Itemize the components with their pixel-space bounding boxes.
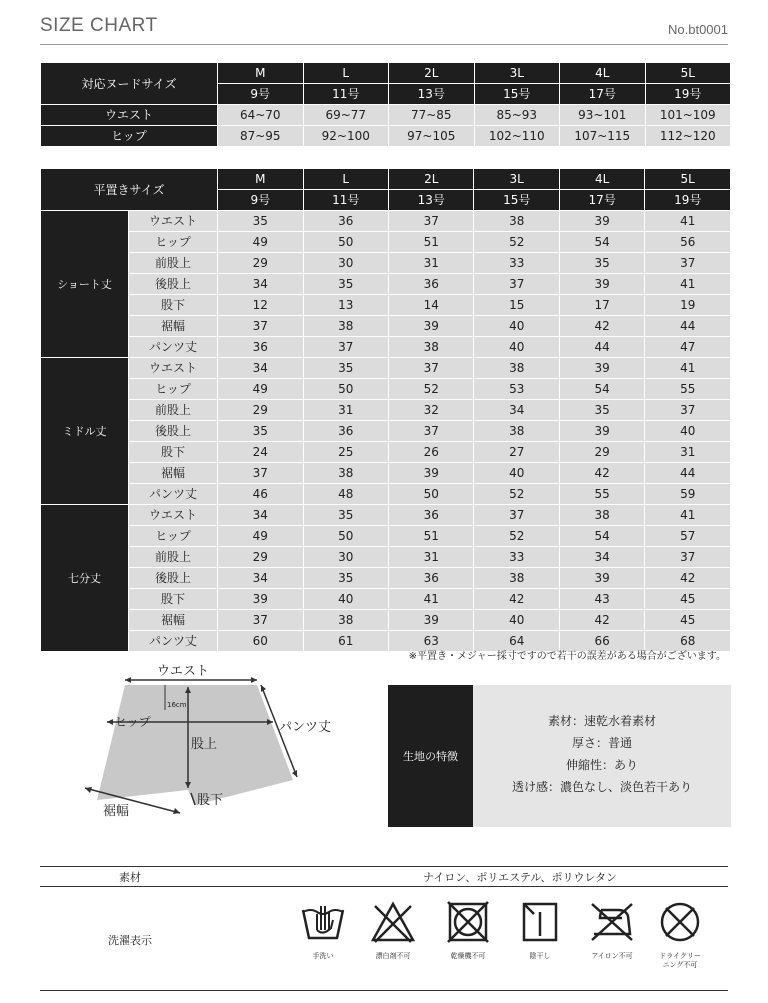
no-dry-clean-icon (655, 900, 705, 970)
rise-label: 股上 (191, 737, 218, 752)
table-cell: 35 (303, 505, 388, 526)
table-cell: 42 (559, 463, 644, 484)
gou-19: 19号 (645, 84, 731, 105)
row-label: パンツ丈 (129, 484, 218, 505)
row-label: ヒップ (129, 526, 218, 547)
hip-offset-label: 16cm (167, 701, 187, 709)
table-cell: 93~101 (560, 105, 646, 126)
table-cell: 68 (645, 631, 731, 652)
row-label: 裾幅 (129, 463, 218, 484)
table-cell: 49 (218, 232, 303, 253)
table-cell: 39 (388, 610, 473, 631)
table-row (41, 400, 731, 421)
table-cell: 37 (474, 505, 559, 526)
table-cell: 52 (474, 232, 559, 253)
table-cell: 39 (559, 211, 644, 232)
table-cell: 33 (474, 253, 559, 274)
feature-item: 素材：速乾水着素材 (547, 714, 656, 728)
table-cell: 56 (645, 232, 731, 253)
table-cell: 38 (474, 211, 559, 232)
table-cell: 15 (474, 295, 559, 316)
nude-size-table (40, 62, 731, 147)
fabric-features-label: 生地の特徴 (388, 685, 473, 827)
table-cell: 32 (388, 400, 473, 421)
table-cell: 29 (218, 400, 303, 421)
table-cell: 37 (218, 610, 303, 631)
table-cell: 40 (303, 589, 388, 610)
divider (40, 886, 728, 887)
table-cell: 37 (303, 337, 388, 358)
table-cell: 34 (218, 505, 303, 526)
table-cell: 42 (645, 568, 731, 589)
size-3l: 3L (474, 63, 560, 84)
size-2l: 2L (388, 169, 473, 190)
row-label: ヒップ (129, 379, 218, 400)
table-cell: 35 (303, 568, 388, 589)
table-cell: 57 (645, 526, 731, 547)
table-row (41, 526, 731, 547)
table-cell: 77~85 (389, 105, 475, 126)
table-cell: 54 (559, 526, 644, 547)
table-cell: 40 (474, 316, 559, 337)
table-cell: 50 (388, 484, 473, 505)
table-cell: 33 (474, 547, 559, 568)
table-cell: 35 (218, 421, 303, 442)
table-cell: 52 (474, 526, 559, 547)
table-cell: 85~93 (474, 105, 560, 126)
table-cell: 60 (218, 631, 303, 652)
table-cell: 40 (474, 463, 559, 484)
size-l: L (303, 169, 388, 190)
care-caption: アイロン不可 (591, 952, 633, 960)
table-cell: 64~70 (218, 105, 304, 126)
table-row (41, 442, 731, 463)
row-label: 股下 (129, 295, 218, 316)
table-cell: 38 (559, 505, 644, 526)
table-cell: 44 (645, 316, 731, 337)
table-cell: 35 (303, 274, 388, 295)
row-label: 後股上 (129, 568, 218, 589)
gou-15: 15号 (474, 84, 560, 105)
table-cell: 24 (218, 442, 303, 463)
table-cell: 41 (645, 358, 731, 379)
care-caption: 乾燥機不可 (450, 952, 486, 960)
row-label: 裾幅 (129, 316, 218, 337)
table-cell: 66 (559, 631, 644, 652)
gou-17: 17号 (559, 190, 644, 211)
no-tumble-dry-icon (443, 900, 493, 961)
table-cell: 14 (388, 295, 473, 316)
table-cell: 39 (559, 421, 644, 442)
table-cell: 39 (388, 463, 473, 484)
table-cell: 107~115 (560, 126, 646, 147)
table-cell: 35 (559, 400, 644, 421)
length-group-label: ミドル丈 (41, 358, 129, 505)
size-m: M (218, 63, 304, 84)
table-row (41, 316, 731, 337)
care-caption: 手洗い (312, 952, 334, 960)
table-cell: 41 (645, 505, 731, 526)
table-cell: 37 (645, 253, 731, 274)
material-value: ナイロン、ポリエステル、ポリウレタン (422, 871, 618, 884)
table-cell: 37 (474, 274, 559, 295)
gou-11: 11号 (303, 84, 389, 105)
flat-size-header: 平置きサイズ (41, 169, 218, 211)
table-cell: 36 (388, 505, 473, 526)
table-cell: 35 (559, 253, 644, 274)
feature-item: 厚さ：普通 (571, 736, 632, 750)
washing-label: 洗濯表示 (108, 934, 152, 947)
table-cell: 37 (388, 358, 473, 379)
table-row (41, 274, 731, 295)
table-cell: 31 (303, 400, 388, 421)
table-cell: 44 (559, 337, 644, 358)
row-label: ヒップ (129, 232, 218, 253)
table-row (41, 463, 731, 484)
table-row (41, 379, 731, 400)
table-cell: 54 (559, 232, 644, 253)
product-number: No.bt0001 (668, 22, 728, 37)
table-cell: 45 (645, 610, 731, 631)
shorts-diagram (75, 655, 335, 830)
table-cell: 47 (645, 337, 731, 358)
table-cell: 34 (218, 274, 303, 295)
table-row (41, 105, 731, 126)
gou-15: 15号 (474, 190, 559, 211)
table-cell: 38 (474, 358, 559, 379)
table-row (41, 295, 731, 316)
table-cell: 17 (559, 295, 644, 316)
nude-size-header: 対応ヌードサイズ (41, 63, 218, 105)
table-cell: 87~95 (218, 126, 304, 147)
table-row (41, 505, 731, 526)
table-cell: 35 (303, 358, 388, 379)
table-cell: 101~109 (645, 105, 731, 126)
table-cell: 51 (388, 526, 473, 547)
page-title: SIZE CHART (40, 15, 158, 36)
gou-19: 19号 (645, 190, 731, 211)
table-cell: 38 (474, 421, 559, 442)
fabric-features-list (473, 710, 731, 798)
measurement-note: ※平置き・メジャー採寸ですので若干の誤差がある場合がございます。 (408, 651, 726, 662)
table-row (41, 568, 731, 589)
table-cell: 51 (388, 232, 473, 253)
length-group-label: 七分丈 (41, 505, 129, 652)
table-cell: 40 (645, 421, 731, 442)
table-cell: 39 (218, 589, 303, 610)
row-label: ウエスト (129, 358, 218, 379)
hem-label: 裾幅 (103, 804, 130, 819)
table-cell: 36 (388, 274, 473, 295)
table-row (41, 589, 731, 610)
table-cell: 54 (559, 379, 644, 400)
divider (40, 990, 728, 991)
table-cell: 46 (218, 484, 303, 505)
table-row (41, 211, 731, 232)
no-iron-icon (587, 900, 637, 961)
table-cell: 39 (559, 274, 644, 295)
row-label: ウエスト (129, 505, 218, 526)
table-cell: 102~110 (474, 126, 560, 147)
row-label: 後股上 (129, 421, 218, 442)
size-l: L (303, 63, 389, 84)
table-cell: 34 (559, 547, 644, 568)
table-cell: 50 (303, 379, 388, 400)
gou-9: 9号 (218, 84, 304, 105)
table-cell: 48 (303, 484, 388, 505)
table-cell: 52 (474, 484, 559, 505)
care-caption: 陰干し (529, 952, 551, 960)
table-cell: 40 (474, 610, 559, 631)
gou-13: 13号 (388, 190, 473, 211)
table-cell: 29 (559, 442, 644, 463)
feature-item: 透け感：濃色なし、淡色若干あり (511, 780, 692, 794)
table-cell: 53 (474, 379, 559, 400)
table-cell: 34 (218, 568, 303, 589)
size-2l: 2L (389, 63, 475, 84)
table-cell: 36 (388, 568, 473, 589)
hand-wash-icon (298, 900, 348, 961)
table-cell: 36 (303, 211, 388, 232)
table-cell: 30 (303, 547, 388, 568)
size-4l: 4L (559, 169, 644, 190)
table-cell: 31 (388, 547, 473, 568)
size-5l: 5L (645, 63, 731, 84)
table-cell: 43 (559, 589, 644, 610)
row-label: パンツ丈 (129, 337, 218, 358)
row-label: 前股上 (129, 253, 218, 274)
table-cell: 25 (303, 442, 388, 463)
row-label: ヒップ (41, 126, 218, 147)
table-cell: 69~77 (303, 105, 389, 126)
size-4l: 4L (560, 63, 646, 84)
table-cell: 26 (388, 442, 473, 463)
table-cell: 55 (559, 484, 644, 505)
table-cell: 50 (303, 526, 388, 547)
table-row (41, 547, 731, 568)
row-label: 後股上 (129, 274, 218, 295)
gou-17: 17号 (560, 84, 646, 105)
table-cell: 38 (303, 610, 388, 631)
table-cell: 38 (474, 568, 559, 589)
care-caption: 漂白剤不可 (375, 952, 411, 960)
table-cell: 39 (559, 568, 644, 589)
length-group-label: ショート丈 (41, 211, 129, 358)
feature-item: 伸縮性：あり (565, 758, 638, 772)
table-cell: 34 (474, 400, 559, 421)
table-cell: 97~105 (389, 126, 475, 147)
hip-label: ヒップ (115, 715, 151, 729)
inseam-label: 股下 (197, 793, 224, 808)
table-cell: 35 (218, 211, 303, 232)
table-cell: 29 (218, 253, 303, 274)
row-label: ウエスト (129, 211, 218, 232)
table-cell: 63 (388, 631, 473, 652)
row-label: 股下 (129, 589, 218, 610)
table-cell: 39 (559, 358, 644, 379)
table-cell: 12 (218, 295, 303, 316)
divider (40, 866, 728, 867)
table-cell: 61 (303, 631, 388, 652)
table-cell: 31 (388, 253, 473, 274)
row-label: ウエスト (41, 105, 218, 126)
table-cell: 37 (388, 211, 473, 232)
table-cell: 55 (645, 379, 731, 400)
row-label: 裾幅 (129, 610, 218, 631)
table-row (41, 421, 731, 442)
table-cell: 42 (474, 589, 559, 610)
table-cell: 41 (388, 589, 473, 610)
row-label: パンツ丈 (129, 631, 218, 652)
table-cell: 92~100 (303, 126, 389, 147)
table-cell: 112~120 (645, 126, 731, 147)
table-row (41, 358, 731, 379)
table-cell: 13 (303, 295, 388, 316)
table-cell: 36 (218, 337, 303, 358)
table-cell: 52 (388, 379, 473, 400)
table-cell: 37 (218, 463, 303, 484)
table-cell: 34 (218, 358, 303, 379)
table-cell: 42 (559, 610, 644, 631)
table-cell: 45 (645, 589, 731, 610)
table-cell: 38 (388, 337, 473, 358)
fabric-features-panel (388, 685, 731, 827)
table-cell: 40 (474, 337, 559, 358)
table-cell: 27 (474, 442, 559, 463)
table-cell: 50 (303, 232, 388, 253)
length-label: パンツ丈 (279, 720, 332, 735)
table-row (41, 126, 731, 147)
table-cell: 19 (645, 295, 731, 316)
row-label: 股下 (129, 442, 218, 463)
shade-dry-icon (515, 900, 565, 961)
table-cell: 38 (303, 463, 388, 484)
size-5l: 5L (645, 169, 731, 190)
table-cell: 29 (218, 547, 303, 568)
no-bleach-icon (368, 900, 418, 961)
table-cell: 41 (645, 211, 731, 232)
header-divider (40, 44, 728, 45)
table-cell: 31 (645, 442, 731, 463)
table-cell: 37 (218, 316, 303, 337)
table-cell: 49 (218, 526, 303, 547)
table-cell: 42 (559, 316, 644, 337)
table-cell: 39 (388, 316, 473, 337)
table-cell: 49 (218, 379, 303, 400)
table-cell: 30 (303, 253, 388, 274)
gou-9: 9号 (218, 190, 303, 211)
table-row (41, 610, 731, 631)
table-cell: 37 (388, 421, 473, 442)
waist-label: ウエスト (156, 664, 210, 679)
size-3l: 3L (474, 169, 559, 190)
table-row (41, 484, 731, 505)
table-cell: 64 (474, 631, 559, 652)
table-row (41, 232, 731, 253)
table-cell: 36 (303, 421, 388, 442)
material-label: 素材 (119, 871, 141, 884)
care-caption: ドライクリー ニング不可 (659, 952, 701, 969)
table-cell: 38 (303, 316, 388, 337)
table-cell: 44 (645, 463, 731, 484)
gou-13: 13号 (389, 84, 475, 105)
table-row (41, 337, 731, 358)
row-label: 前股上 (129, 400, 218, 421)
row-label: 前股上 (129, 547, 218, 568)
table-cell: 37 (645, 400, 731, 421)
table-cell: 37 (645, 547, 731, 568)
flat-size-table (40, 168, 731, 652)
gou-11: 11号 (303, 190, 388, 211)
size-m: M (218, 169, 303, 190)
table-cell: 41 (645, 274, 731, 295)
table-cell: 59 (645, 484, 731, 505)
table-row (41, 253, 731, 274)
